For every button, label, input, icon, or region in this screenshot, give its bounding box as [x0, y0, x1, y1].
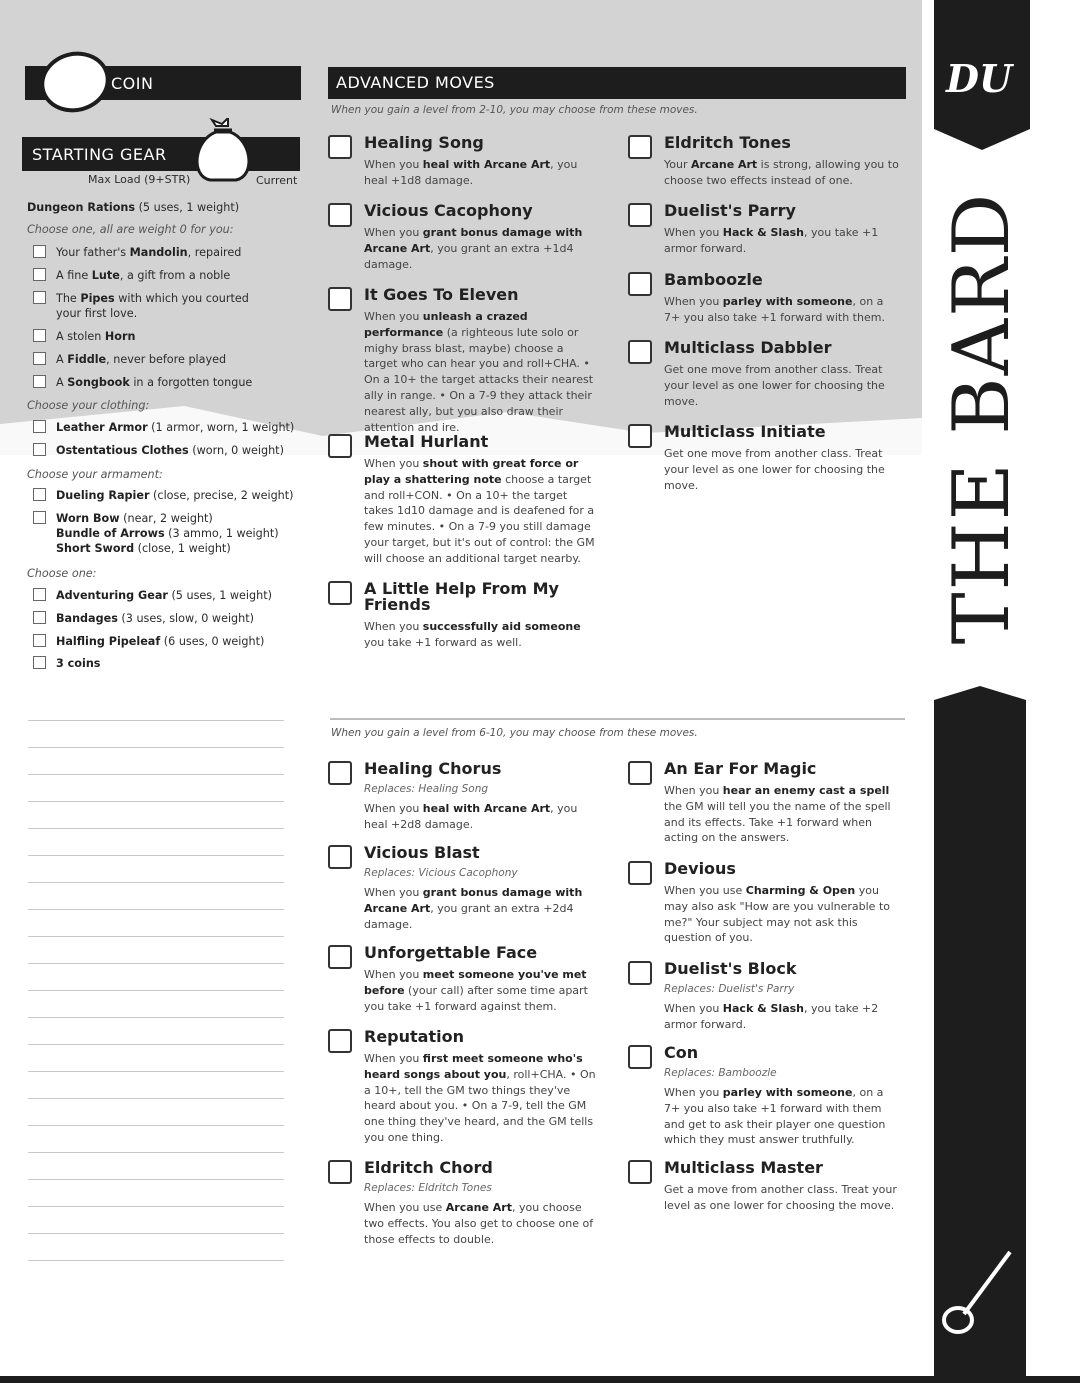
advanced-moves-label: ADVANCED MOVES — [336, 73, 495, 92]
option-text — [56, 611, 254, 626]
option-detail: (5 uses, 1 weight) — [167, 589, 272, 602]
move-title: Unforgettable Face — [364, 943, 538, 962]
option-prefix: The — [56, 292, 81, 305]
move-title: Healing Chorus — [364, 759, 502, 778]
option-text — [56, 588, 272, 603]
move-trigger: shout with great force or play a shattering note — [364, 457, 579, 486]
checkbox[interactable] — [33, 656, 46, 669]
current-load-label: Current — [256, 174, 298, 187]
note-line[interactable] — [28, 1099, 284, 1126]
option-detail: , repaired — [187, 246, 242, 259]
notes-lines — [28, 694, 284, 1261]
note-line[interactable] — [28, 964, 284, 991]
move-description: Get one move from another class. Treat your level as one lower for choosing the move. — [664, 363, 885, 408]
option-detail: , a gift from a noble — [119, 269, 231, 282]
move-checkbox[interactable] — [628, 424, 652, 448]
move-replaces: Replaces: Eldritch Tones — [364, 1182, 492, 1194]
option-bold: Songbook — [67, 376, 130, 389]
gear-option[interactable] — [27, 634, 264, 649]
gear-option[interactable] — [27, 488, 294, 503]
move-description: When you shout with great force or play a shattering note choose a target and roll+CON. • On a 10+ the target takes 1d10 damage and is deafened for a few minutes. • On a 7-9 you still damage your target, but it's out of control: the GM will choose an additional target nearby. — [364, 457, 595, 565]
option-text — [56, 329, 276, 344]
move-description: When you use Charming & Open you may also ask "How are you vulnerable to me?" Your subject may not ask this question of you. — [664, 884, 890, 945]
move-checkbox[interactable] — [628, 761, 652, 785]
gear-option[interactable] — [27, 588, 272, 603]
move-trigger: heal with Arcane Art — [422, 802, 551, 815]
sack-icon — [190, 118, 256, 184]
move-trigger: parley with someone — [722, 295, 853, 308]
move-description: Get a move from another class. Treat your level as one lower for choosing the move. — [664, 1183, 897, 1212]
option-text — [56, 420, 294, 435]
move-trigger: grant bonus damage with Arcane Art — [364, 226, 583, 255]
move-checkbox[interactable] — [628, 340, 652, 364]
option-bold: 3 coins — [56, 657, 101, 670]
option-text — [56, 245, 276, 260]
option-detail: (3 ammo, 1 weight) — [164, 527, 279, 540]
note-line[interactable] — [28, 694, 284, 721]
move-title: Devious — [664, 859, 736, 878]
move-title: Duelist's Parry — [664, 201, 796, 220]
move-replaces: Replaces: Healing Song — [364, 783, 489, 795]
note-line[interactable] — [28, 1126, 284, 1153]
move-checkbox[interactable] — [328, 845, 352, 869]
option-prefix: A — [56, 376, 68, 389]
note-line[interactable] — [28, 802, 284, 829]
move-title: Metal Hurlant — [364, 432, 489, 451]
note-line[interactable] — [28, 1234, 284, 1261]
note-line[interactable] — [28, 1018, 284, 1045]
option-prefix: A fine — [56, 269, 92, 282]
checkbox[interactable] — [33, 420, 46, 433]
move-description: Get one move from another class. Treat your level as one lower for choosing the move. — [664, 447, 885, 492]
move-checkbox[interactable] — [328, 1160, 352, 1184]
rations-detail: (5 uses, 1 weight) — [135, 201, 240, 214]
move-checkbox[interactable] — [328, 287, 352, 311]
note-line[interactable] — [28, 1180, 284, 1207]
checkbox[interactable] — [33, 634, 46, 647]
checkbox[interactable] — [33, 443, 46, 456]
option-detail: , never before played — [106, 353, 227, 366]
note-line[interactable] — [28, 883, 284, 910]
gear-option[interactable] — [27, 245, 276, 260]
note-line[interactable] — [28, 856, 284, 883]
move-description: When you first meet someone who's heard songs about you, roll+CHA. • On a 10+, tell the GM two things they've heard about you. • On a 7-9, tell the GM one thing they've heard, and the GM tells you one thing. — [364, 1052, 596, 1144]
option-text — [56, 443, 284, 458]
gear-option[interactable] — [27, 291, 276, 321]
option-detail: (6 uses, 0 weight) — [160, 635, 265, 648]
gear-option[interactable] — [27, 420, 294, 435]
move-checkbox[interactable] — [628, 203, 652, 227]
page-bottom-edge — [0, 1376, 1080, 1383]
max-load-label: Max Load (9+STR) — [88, 173, 191, 186]
class-title — [939, 162, 1025, 674]
option-text — [56, 291, 276, 321]
move-title: Con — [664, 1043, 699, 1062]
clothing-instruction: Choose your clothing: — [27, 399, 150, 412]
note-line[interactable] — [28, 775, 284, 802]
move-checkbox[interactable] — [328, 135, 352, 159]
move-title: Vicious Blast — [364, 843, 480, 862]
option-detail: in a forgotten tongue — [129, 376, 253, 389]
move-description: When you successfully aid someone you take +1 forward as well. — [364, 620, 581, 649]
move-trigger: unleash a crazed performance — [364, 310, 528, 339]
option-prefix: A stolen — [56, 330, 105, 343]
starting-gear-header — [22, 137, 300, 171]
option-text — [56, 375, 276, 390]
lute-icon — [940, 1248, 1016, 1338]
checkbox[interactable] — [33, 611, 46, 624]
move-checkbox[interactable] — [628, 135, 652, 159]
move-title: Eldritch Chord — [364, 1158, 493, 1177]
move-title: Duelist's Block — [664, 959, 797, 978]
starting-gear-label: STARTING GEAR — [32, 145, 167, 164]
advanced-moves-header — [328, 67, 906, 99]
move-title: A Little Help From My Friends — [364, 579, 559, 614]
move-description: When you heal with Arcane Art, you heal +1d8 damage. — [364, 158, 578, 187]
instrument-instruction: Choose one, all are weight 0 for you: — [27, 223, 234, 236]
option-text — [56, 634, 264, 649]
move-title: Multiclass Master — [664, 1158, 823, 1177]
option-bold: Leather Armor — [56, 421, 148, 434]
option-detail: (1 armor, worn, 1 weight) — [147, 421, 295, 434]
checkbox[interactable] — [33, 488, 46, 501]
move-title: Healing Song — [364, 133, 484, 152]
option-prefix: Your father's — [56, 246, 130, 259]
note-line[interactable] — [28, 1153, 284, 1180]
option-detail: (close, precise, 2 weight) — [149, 489, 294, 502]
option-bold: Dueling Rapier — [56, 489, 150, 502]
move-title: Vicious Cacophony — [364, 201, 533, 220]
gear-option[interactable] — [27, 656, 100, 671]
coin-label: COIN — [111, 74, 154, 93]
option-bold: Pipes — [80, 292, 115, 305]
move-trigger: hear an enemy cast a spell — [722, 784, 890, 797]
checkbox[interactable] — [33, 588, 46, 601]
move-checkbox[interactable] — [328, 945, 352, 969]
move-trigger: successfully aid someone — [422, 620, 581, 633]
gear-rations — [27, 200, 239, 215]
move-replaces: Replaces: Bamboozle — [664, 1067, 777, 1079]
move-title: Eldritch Tones — [664, 133, 791, 152]
move-title: Multiclass Dabbler — [664, 338, 832, 357]
brand-logo: DU — [946, 56, 1013, 101]
move-trigger: Charming & Open — [745, 884, 856, 897]
move-trigger: Arcane Art — [445, 1201, 512, 1214]
move-title: It Goes To Eleven — [364, 285, 519, 304]
checkbox[interactable] — [33, 511, 46, 524]
option-bold: Ostentatious Clothes — [56, 444, 189, 457]
move-trigger: Hack & Slash — [722, 226, 805, 239]
bow-bundle-text — [56, 511, 279, 556]
move-trigger: Arcane Art — [690, 158, 758, 171]
move-description: When you use Arcane Art, you choose two effects. You also get to choose one of those effects to double. — [364, 1201, 594, 1246]
move-trigger: Hack & Slash — [722, 1002, 805, 1015]
gear-option[interactable] — [27, 352, 276, 367]
option-text — [56, 352, 276, 367]
move-description: When you grant bonus damage with Arcane Art, you grant an extra +1d4 damage. — [364, 226, 583, 271]
note-line[interactable] — [28, 748, 284, 775]
option-bold: Adventuring Gear — [56, 589, 168, 602]
option-bold: Bandages — [56, 612, 118, 625]
move-title: Reputation — [364, 1027, 464, 1046]
option-bold: Worn Bow — [56, 512, 120, 525]
checkbox[interactable] — [33, 291, 46, 304]
class-title-text: THE BARD — [937, 191, 1027, 645]
level-2-10-note: When you gain a level from 2-10, you may choose from these moves. — [331, 104, 698, 116]
note-line[interactable] — [28, 1072, 284, 1099]
move-trigger: parley with someone — [722, 1086, 853, 1099]
option-prefix: A — [56, 353, 68, 366]
move-description: When you hear an enemy cast a spell the GM will tell you the name of the spell and its effects. Take +1 forward when acting on the answers. — [664, 784, 891, 845]
level-6-10-note: When you gain a level from 6-10, you may choose from these moves. — [331, 727, 698, 739]
note-line[interactable] — [28, 937, 284, 964]
move-trigger: meet someone you've met before — [364, 968, 587, 997]
note-line[interactable] — [28, 829, 284, 856]
gear-option[interactable] — [27, 443, 284, 458]
option-detail: (3 uses, slow, 0 weight) — [117, 612, 254, 625]
option-bold: Bundle of Arrows — [56, 527, 165, 540]
option-bold: Mandolin — [129, 246, 188, 259]
option-bold: Fiddle — [67, 353, 107, 366]
move-checkbox[interactable] — [628, 961, 652, 985]
checkbox[interactable] — [33, 268, 46, 281]
move-checkbox[interactable] — [328, 434, 352, 458]
move-trigger: heal with Arcane Art — [422, 158, 551, 171]
move-checkbox[interactable] — [328, 1029, 352, 1053]
note-line[interactable] — [28, 721, 284, 748]
move-checkbox[interactable] — [628, 272, 652, 296]
move-checkbox[interactable] — [328, 761, 352, 785]
move-description: When you Hack & Slash, you take +1 armor forward. — [664, 226, 879, 255]
move-description: When you grant bonus damage with Arcane Art, you grant an extra +2d4 damage. — [364, 886, 583, 931]
move-description: When you heal with Arcane Art, you heal +2d8 damage. — [364, 802, 578, 831]
move-description: Your Arcane Art is strong, allowing you to choose two effects instead of one. — [664, 158, 899, 187]
note-line[interactable] — [28, 1207, 284, 1234]
gear-option[interactable] — [27, 268, 276, 283]
move-checkbox[interactable] — [628, 1045, 652, 1069]
move-title: Bamboozle — [664, 270, 763, 289]
option-detail: (close, 1 weight) — [134, 542, 231, 555]
option-bold: Lute — [91, 269, 120, 282]
move-description: When you parley with someone, on a 7+ you also take +1 forward with them. — [664, 295, 885, 324]
move-description: When you unleash a crazed performance (a righteous lute solo or mighy brass blast, maybe) choose a target who can hear you and roll+CHA. • On a 10+ the target attacks their nearest ally in range. • On a 7-9 they attack their nearest ally, but you also draw their attention and ire. — [364, 310, 594, 434]
move-replaces: Replaces: Duelist's Parry — [664, 983, 795, 995]
gear-option[interactable] — [27, 611, 254, 626]
rations-name: Dungeon Rations — [27, 201, 136, 214]
move-replaces: Replaces: Vicious Cacophony — [364, 867, 518, 879]
move-checkbox[interactable] — [328, 203, 352, 227]
move-trigger: grant bonus damage with Arcane Art — [364, 886, 583, 915]
option-text — [56, 656, 100, 671]
gear-option[interactable] — [27, 329, 276, 344]
note-line[interactable] — [28, 991, 284, 1018]
note-line[interactable] — [28, 910, 284, 937]
move-checkbox[interactable] — [628, 861, 652, 885]
option-detail: (near, 2 weight) — [119, 512, 213, 525]
move-description: When you meet someone you've met before (your call) after some time apart you take +1 forward against them. — [364, 968, 588, 1013]
move-checkbox[interactable] — [328, 581, 352, 605]
checkbox[interactable] — [33, 352, 46, 365]
option-detail: (worn, 0 weight) — [188, 444, 284, 457]
option-bold: Horn — [104, 330, 136, 343]
extras-instruction: Choose one: — [27, 567, 97, 580]
note-line[interactable] — [28, 1045, 284, 1072]
armament-instruction: Choose your armament: — [27, 468, 163, 481]
option-bold: Halfling Pipeleaf — [56, 635, 161, 648]
move-title: An Ear For Magic — [664, 759, 817, 778]
checkbox[interactable] — [33, 329, 46, 342]
gear-option[interactable] — [27, 375, 276, 390]
gear-option[interactable] — [27, 511, 279, 556]
option-bold: Short Sword — [56, 542, 135, 555]
section-divider — [330, 718, 905, 720]
checkbox[interactable] — [33, 245, 46, 258]
move-checkbox[interactable] — [628, 1160, 652, 1184]
move-description: When you parley with someone, on a 7+ you also take +1 forward with them and get to ask their player one question which they must answer truthfully. — [664, 1086, 886, 1147]
checkbox[interactable] — [33, 375, 46, 388]
move-description: When you Hack & Slash, you take +2 armor forward. — [664, 1002, 879, 1031]
option-text — [56, 268, 276, 283]
move-trigger: first meet someone who's heard songs about you — [364, 1052, 583, 1081]
move-title: Multiclass Initiate — [664, 422, 826, 441]
option-detail: with which you courted your first love. — [56, 292, 249, 320]
